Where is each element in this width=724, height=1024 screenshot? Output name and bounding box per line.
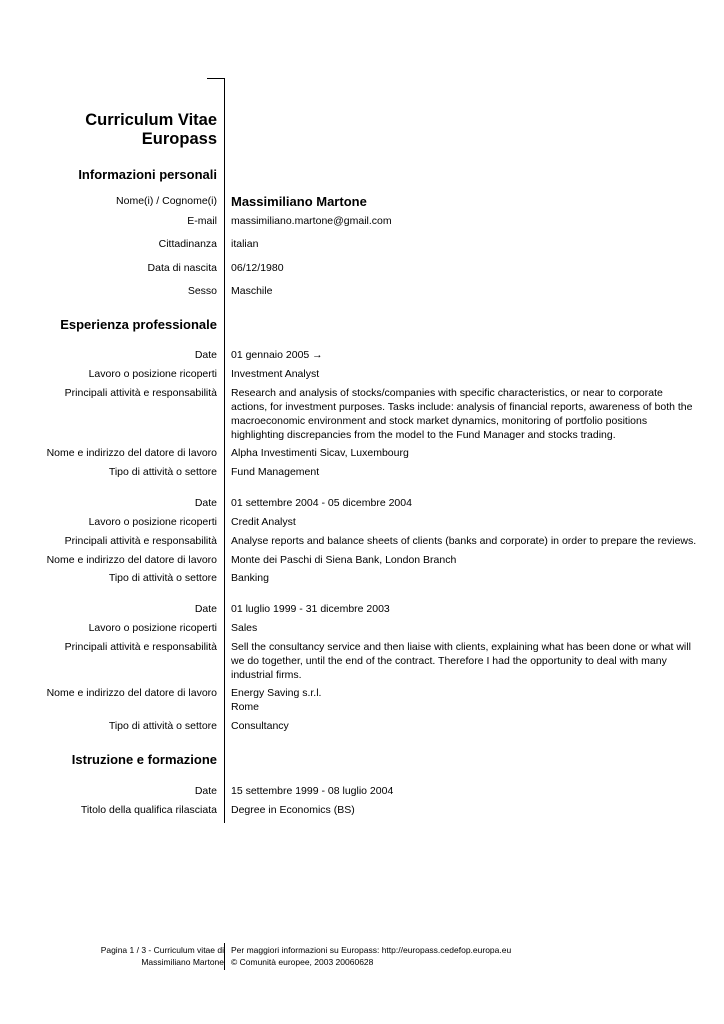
experience-row-label: Tipo di attività o settore [108, 572, 217, 584]
experience-row-value: 01 gennaio 2005 → [231, 349, 323, 361]
experience-row-value: Analyse reports and balance sheets of clients (banks and corporate) in order to prepare the reviews. [231, 535, 697, 547]
personal-row-value[interactable]: massimiliano.martone@gmail.com [231, 215, 392, 227]
experience-row-value: Banking [231, 572, 269, 584]
footer-copyright: © Comunità europee, 2003 20060628 [231, 957, 374, 967]
section-education-heading: Istruzione e formazione [71, 752, 217, 767]
experience-row-value: 01 settembre 2004 - 05 dicembre 2004 [231, 497, 412, 509]
experience-row-label: Principali attività e responsabilità [64, 387, 217, 399]
education-row-value: 15 settembre 1999 - 08 luglio 2004 [231, 785, 394, 797]
experience-row-value: 01 luglio 1999 - 31 dicembre 2003 [231, 603, 390, 615]
experience-row-label: Lavoro o posizione ricoperti [88, 622, 217, 634]
personal-row-label: Sesso [187, 285, 217, 297]
personal-row-value: Maschile [231, 285, 273, 297]
personal-row-label: Cittadinanza [158, 238, 217, 250]
cv-subtitle: Europass [141, 130, 217, 148]
experience-row-label: Lavoro o posizione ricoperti [88, 368, 217, 380]
experience-row-value: Investment Analyst [231, 368, 320, 380]
personal-row-value: 06/12/1980 [231, 262, 284, 274]
experience-row-value: Fund Management [231, 466, 320, 478]
experience-row-label: Nome e indirizzo del datore di lavoro [46, 447, 217, 459]
experience-row-value: Alpha Investimenti Sicav, Luxembourg [231, 447, 409, 459]
section-personal-heading: Informazioni personali [78, 167, 217, 182]
personal-row-value: Massimiliano Martone [231, 194, 367, 209]
experience-row-label: Date [194, 349, 217, 361]
experience-row-label: Principali attività e responsabilità [64, 535, 217, 547]
experience-row-value: Sales [231, 622, 258, 634]
footer-page-number: Pagina 1 / 3 - Curriculum vitae di [100, 945, 224, 955]
experience-row-label: Principali attività e responsabilità [64, 641, 217, 653]
personal-row-label: Data di nascita [147, 262, 217, 274]
footer-europass-link: Per maggiori informazioni su Europass: http://europass.cedefop.europa.eu [231, 945, 512, 955]
column-divider [224, 78, 225, 823]
footer-divider [224, 943, 225, 970]
experience-row-label: Nome e indirizzo del datore di lavoro [46, 554, 217, 566]
experience-row-label: Lavoro o posizione ricoperti [88, 516, 217, 528]
experience-row-label: Date [194, 603, 217, 615]
footer-page-info [101, 944, 224, 968]
experience-row-value: Sell the consultancy service and then liaise with clients, explaining what has been done or what will we do together, until the end of the contract. Therefore I had the opportunity to deal with many industrial firms. [231, 641, 691, 681]
personal-row-value: italian [231, 238, 259, 250]
experience-row-label: Tipo di attività o settore [108, 466, 217, 478]
experience-row-value: Energy Saving s.r.l. Rome [231, 687, 322, 713]
experience-row-value: Monte dei Paschi di Siena Bank, London Branch [231, 554, 457, 566]
education-row-label: Date [194, 785, 217, 797]
experience-row-value: Consultancy [231, 720, 289, 732]
experience-row-value: Credit Analyst [231, 516, 296, 528]
experience-row-label: Tipo di attività o settore [108, 720, 217, 732]
personal-row-label: E-mail [187, 215, 217, 227]
header-rule [207, 78, 225, 79]
experience-row-label: Nome e indirizzo del datore di lavoro [46, 687, 217, 699]
section-experience-heading: Esperienza professionale [60, 317, 217, 332]
personal-row-label: Nome(i) / Cognome(i) [116, 195, 217, 207]
footer-author: Massimiliano Martone [141, 957, 224, 967]
education-row-label: Titolo della qualifica rilasciata [80, 804, 217, 816]
experience-row-value: Research and analysis of stocks/companies with specific characteristics, or near to corporate actions, for investment purposes. Tasks include: analysis of financial reports, awareness of both the macroeconomic environment and stock market dynamics, monitoring of portfolio positions highlighting discrepancies from the model to the Fund Manager and stocks trading. [231, 387, 693, 441]
cv-title: Curriculum Vitae [85, 111, 217, 129]
education-row-value: Degree in Economics (BS) [231, 804, 355, 816]
experience-row-label: Date [194, 497, 217, 509]
footer-info [231, 944, 511, 968]
